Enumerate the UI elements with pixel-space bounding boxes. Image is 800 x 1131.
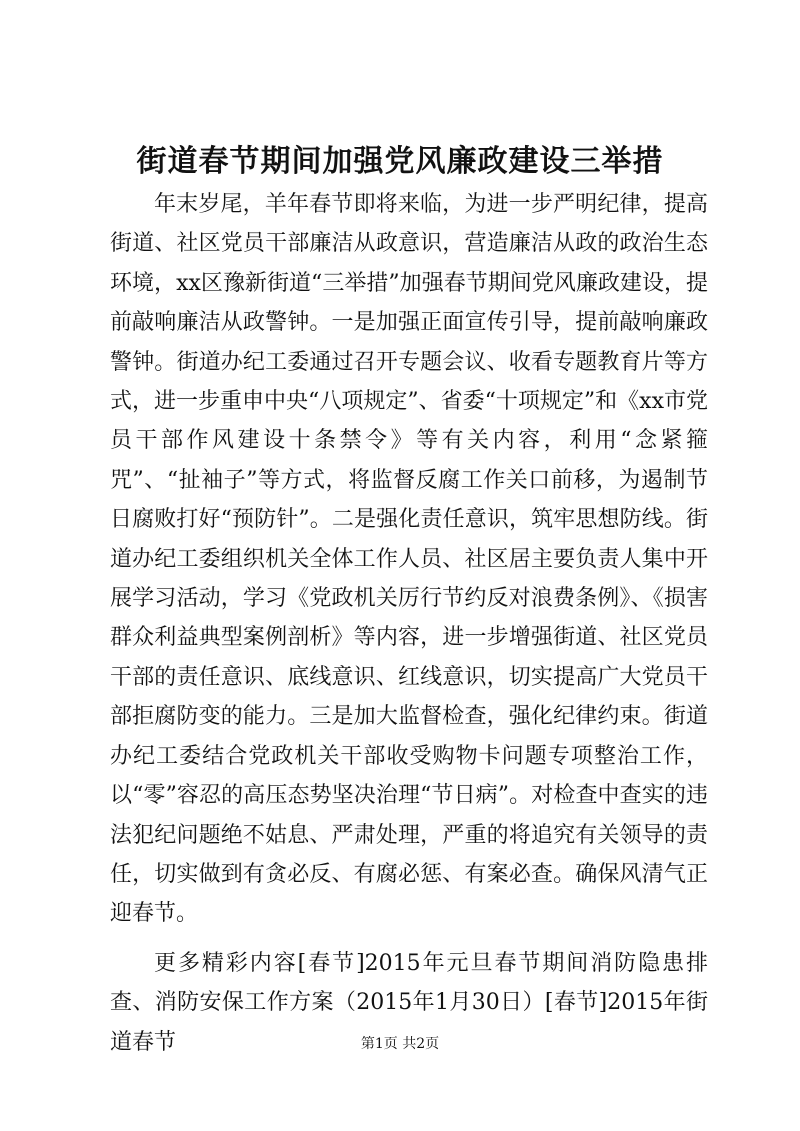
document-body	[110, 185, 708, 1062]
page-number-footer: 第1页 共2页	[360, 1036, 440, 1052]
document-title: 街道春节期间加强党风廉政建设三举措	[136, 144, 664, 179]
body-paragraph-more-content: 更多精彩内容[春节]2015年元旦春节期间消防隐患排查、消防安保工作方案（2015年1月30日）[春节]2015年街道春节	[110, 950, 708, 1055]
body-paragraph-main: 年末岁尾，羊年春节即将来临，为进一步严明纪律，提高街道、社区党员干部廉洁从政意识，营造廉洁从政的政治生态环境，xx区豫新街道“三举措”加强春节期间党风廉政建设，提前敲响廉洁从政警钟。一是加强正面宣传引导，提前敲响廉政警钟。街道办纪工委通过召开专题会议、收看专题教育片等方式，进一步重申中央“八项规定”、省委“十项规定”和《xx市党员干部作风建设十条禁令》等有关内容，利用“念紧箍咒”、“扯袖子”等方式，将监督反腐工作关口前移，为遏制节日腐败打好“预防针”。二是强化责任意识，筑牢思想防线。街道办纪工委组织机关全体工作人员、社区居主要负责人集中开展学习活动，学习《党政机关厉行节约反对浪费条例》、《损害群众利益典型案例剖析》等内容，进一步增强街道、社区党员干部的责任意识、底线意识、红线意识，切实提高广大党员干部拒腐防变的能力。三是加大监督检查，强化纪律约束。街道办纪工委结合党政机关干部收受购物卡问题专项整治工作，以“零”容忍的高压态势坚决治理“节日病”。对检查中查实的违法犯纪问题绝不姑息、严肃处理，严重的将追究有关领导的责任，切实做到有贪必反、有腐必惩、有案必查。确保风清气正迎春节。	[110, 192, 708, 927]
